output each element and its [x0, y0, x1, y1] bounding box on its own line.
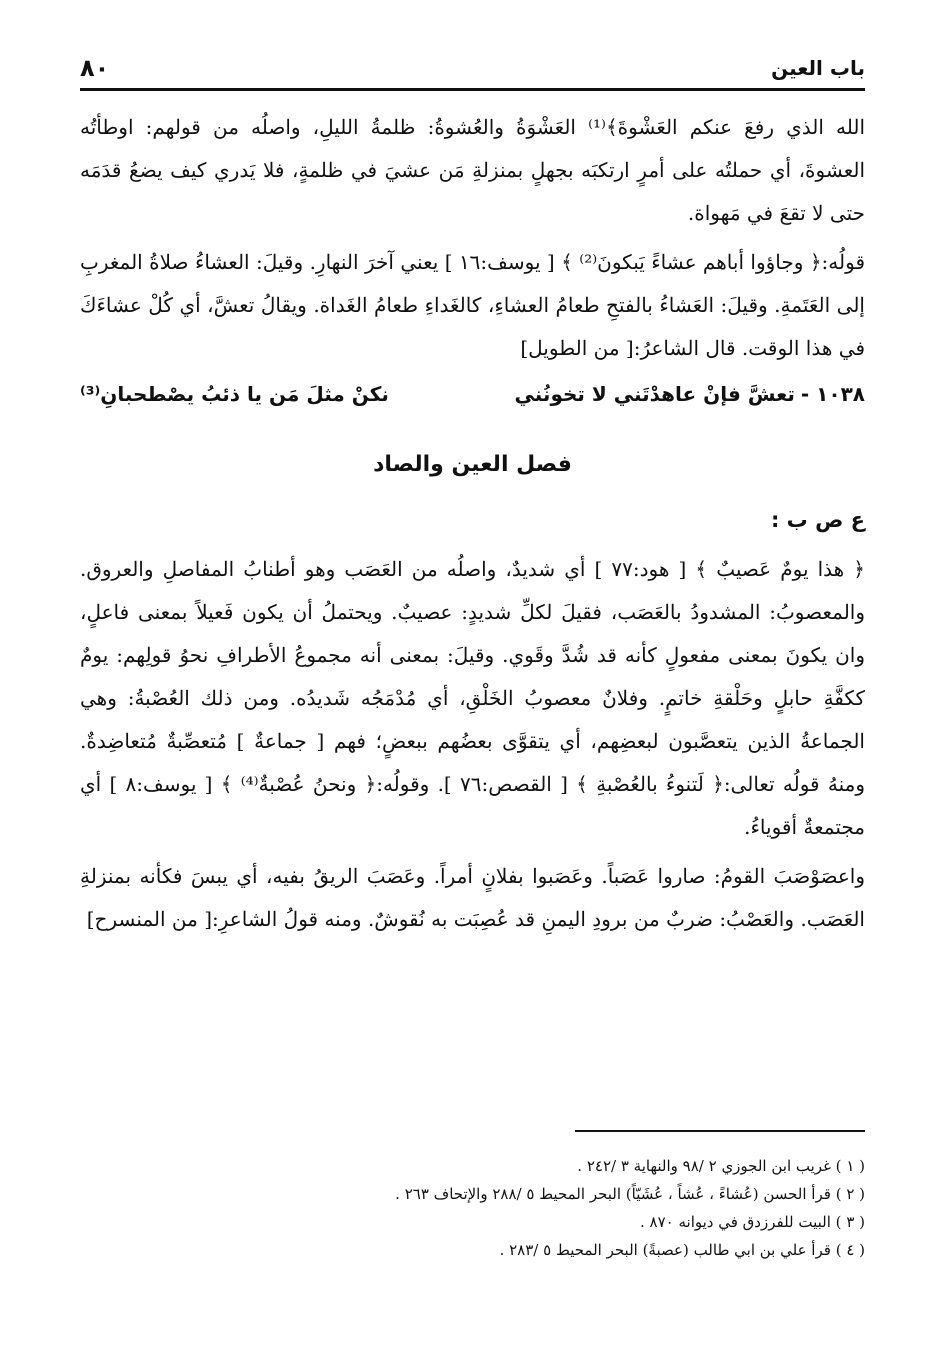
verse-number: ١٠٣٨ -	[800, 382, 865, 406]
poetry-verse	[80, 372, 865, 416]
footnote-1: ( ١ ) غريب ابن الجوزي ٢ /٩٨ والنهاية ٣ /٢٤٢ .	[577, 1157, 865, 1175]
verse-first-text: تعشَّ فإنْ عاهدْتَني لا تخونُني	[514, 382, 795, 406]
page-header	[80, 40, 865, 86]
footnote-rule	[575, 1130, 865, 1132]
paragraph-al-ashwa: الله الذي رفعَ عنكم العَشْوةَ﴾⁽¹⁾ العَشْوَةُ والعُشوةُ: ظلمةُ الليلِ، واصلُه من قولهم: اوطأتُه العشوةَ، أي حملتُه على أمرٍ ارتكبَه بجهلٍ بمنزلةِ مَن عشيَ في ظلمةٍ، فلا يَدري كيف يضعُ قدَمَه حتى لا تقعَ في مَهواة.	[80, 115, 865, 225]
footnote-2: ( ٢ ) قرأ الحسن (عُشاءً ، عُشاً ، عُشَيّاً) البحر المحيط ٥ /٢٨٨ والإتحاف ٢٦٣ .	[395, 1185, 865, 1203]
footnote-4: ( ٤ ) قرأ علي بن ابي طالب (عصبةً) البحر المحيط ٥ /٢٨٣ .	[499, 1241, 865, 1259]
root-heading: ع ص ب :	[770, 508, 865, 532]
verse-first-hemistich	[515, 372, 865, 416]
main-text	[80, 106, 865, 941]
book-page	[80, 40, 865, 1315]
verse-second-hemistich: نكنْ مثلَ مَن يا ذئبُ يصْطحبانِ⁽³⁾	[80, 382, 389, 406]
header-rule	[80, 88, 865, 91]
section-title: فصل العين والصاد	[373, 452, 572, 477]
footnotes	[80, 1152, 865, 1264]
footnote-3: ( ٣ ) البيت للفرزدق في ديوانه ٨٧٠ .	[639, 1213, 865, 1231]
running-title: باب العين	[771, 56, 865, 80]
paragraph-al-isha: قولُه:﴿ وجاؤوا أباهم عشاءً يَبكونَ⁽²⁾ ﴾ [ يوسف:١٦ ] يعني آخرَ النهارِ. وقيلَ: العشاءُ صلاةُ المغربِ إلى العَتَمةِ. وقيلَ: العَشاءُ بالفتحِ طعامُ العشاءِ، كالغَداءِ طعامُ الغَداة. ويقالُ تعشَّ، أي كُلْ عشاءَكَ في هذا الوقت. قال الشاعرُ:[ من الطويل]	[80, 250, 866, 360]
paragraph-asib: ﴿ هذا يومٌ عَصيبٌ ﴾ [ هود:٧٧ ] أي شديدٌ، واصلُه من العَصَب وهو أطنابُ المفاصلِ والعروق. والمعصوبُ: المشدودُ بالعَصَب، فقيلَ لكلِّ شديدٍ: عصيبٌ. ويحتملُ أن يكون فَعيلاً بمعنى فاعلٍ، وان يكونَ بمعنى مفعولٍ كأنه قد شُدَّ وقَوي. وقيلَ: بمعنى أنه مجموعُ الأطرافِ نحوُ قولِهم: يومٌ ككفَّةِ حابلٍ وحَلْقةِ خاتمٍ. وفلانٌ معصوبُ الخَلْقِ، أي مُدْمَجُه شَديدُه. ومن ذلك العُصْبةُ: وهي الجماعةُ الذين يتعصَّبون لبعضِهم، أي يتقوَّى بعضُهم ببعضٍ؛ فهم [ جماعةٌ ] مُتعصِّبةٌ مُتعاضِدةٌ. ومنهُ قولُه تعالى:﴿ لَتنوءُ بالعُصْبةِ ﴾ [ القصص:٧٦ ]. وقولُه:﴿ ونحنُ عُصْبةٌ⁽⁴⁾ ﴾ [ يوسف:٨ ] أي مجتمعةٌ أقوياءُ.	[80, 557, 865, 839]
page-number: ٨٠	[80, 54, 110, 82]
paragraph-i-sawsab: واعصَوْصَبَ القومُ: صاروا عَصَباً. وعَصَبوا بفلانٍ أمراً. وعَصَبَ الريقُ بفيه، أي يبسَ فكأنه بمنزلةِ العَصَب. والعَصْبُ: ضربٌ من برودِ اليمنِ قد عُصِبَت به نُقوشٌ. ومنه قولُ الشاعرِ:[ من المنسرح]	[80, 864, 866, 931]
